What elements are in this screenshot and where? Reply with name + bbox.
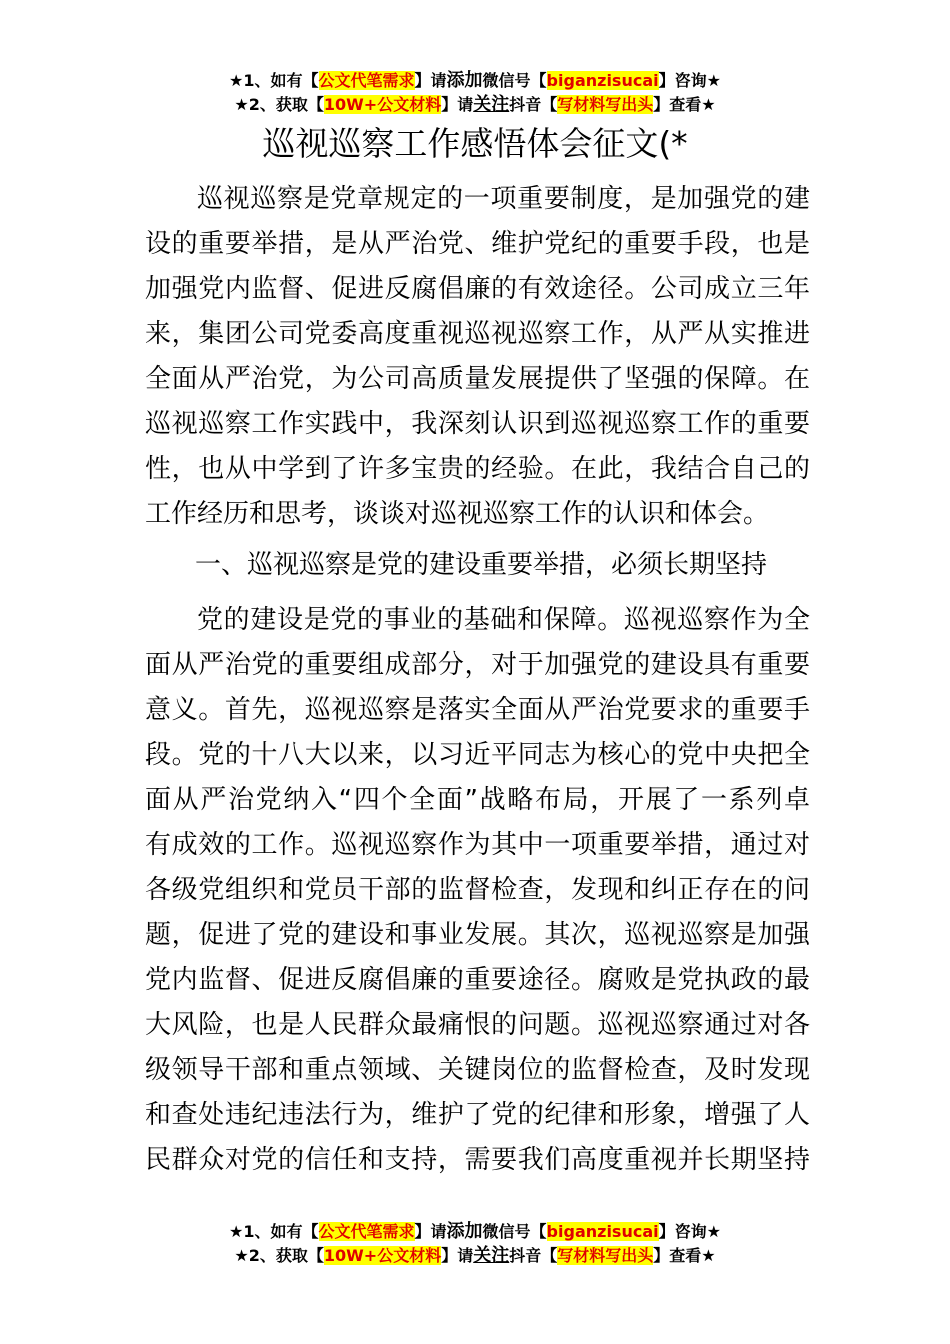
promo-highlight-materials: 10W+公文材料 [323, 1246, 442, 1265]
paragraph-line: 面从严治党的重要组成部分，对于加强党的建设具有重要 [145, 650, 810, 680]
paragraph-line: 大风险，也是人民群众最痛恨的问题。巡视巡察通过对各 [145, 1010, 810, 1040]
paragraph-line: 党的建设是党的事业的基础和保障。巡视巡察作为全 [197, 605, 810, 635]
paragraph-line: 有成效的工作。巡视巡察作为其中一项重要举措，通过对 [145, 830, 810, 860]
paragraph-line: 段。党的十八大以来，以习近平同志为核心的党中央把全 [145, 740, 810, 770]
promo-text: 】请 [441, 1246, 474, 1265]
paragraph-line: 题，促进了党的建设和事业发展。其次，巡视巡察是加强 [145, 920, 810, 950]
promo-highlight-materials: 10W+公文材料 [323, 95, 442, 114]
promo-emphasis: 添加 [446, 1221, 483, 1242]
paragraph-line: 性，也从中学到了许多宝贵的经验。在此，我结合自己的 [145, 454, 810, 484]
promo-highlight-douyin: 写材料写出头 [557, 95, 654, 114]
paragraph-line: 来，集团公司党委高度重视巡视巡察工作，从严从实推进 [145, 319, 810, 349]
promo-highlight-service: 公文代笔需求 [318, 71, 415, 90]
footer-promo-line-2 [0, 1244, 950, 1268]
promo-prefix: ★2、获取【 [234, 95, 324, 114]
promo-emphasis: 关注 [473, 94, 510, 115]
header-promo-line-1 [0, 69, 950, 93]
promo-suffix: 】查看★ [653, 1246, 716, 1265]
paragraph-line: 工作经历和思考，谈谈对巡视巡察工作的认识和体会。 [145, 499, 770, 529]
promo-text: 】请 [441, 95, 474, 114]
promo-highlight-wechat: biganzisucai [546, 1222, 659, 1241]
promo-emphasis: 关注 [473, 1245, 510, 1266]
promo-suffix: 】查看★ [653, 95, 716, 114]
paragraph-line: 巡视巡察工作实践中，我深刻认识到巡视巡察工作的重要 [145, 409, 810, 439]
paragraph-line: 面从严治党纳入“四个全面”战略布局，开展了一系列卓 [145, 785, 810, 815]
promo-suffix: 】咨询★ [658, 71, 721, 90]
promo-text: 抖音【 [509, 95, 558, 114]
paragraph-1 [145, 177, 810, 537]
paragraph-2 [145, 598, 810, 1183]
paragraph-line: 和查处违纪违法行为，维护了党的纪律和形象，增强了人 [145, 1100, 810, 1130]
document-title: 巡视巡察工作感悟体会征文(* [262, 124, 688, 163]
promo-text: 微信号【 [482, 1222, 547, 1241]
promo-prefix: ★1、如有【 [229, 71, 319, 90]
section-heading: 一、巡视巡察是党的建设重要举措，必须长期坚持 [195, 550, 768, 580]
promo-highlight-wechat: biganzisucai [546, 71, 659, 90]
paragraph-line: 民群众对党的信任和支持，需要我们高度重视并长期坚持 [145, 1145, 810, 1175]
paragraph-line: 级领导干部和重点领域、关键岗位的监督检查，及时发现 [145, 1055, 810, 1085]
paragraph-line: 党内监督、促进反腐倡廉的重要途径。腐败是党执政的最 [145, 965, 810, 995]
promo-prefix: ★1、如有【 [229, 1222, 319, 1241]
paragraph-line: 设的重要举措，是从严治党、维护党纪的重要手段，也是 [145, 229, 810, 259]
promo-highlight-service: 公文代笔需求 [318, 1222, 415, 1241]
paragraph-line: 全面从严治党，为公司高质量发展提供了坚强的保障。在 [145, 364, 810, 394]
paragraph-line: 意义。首先，巡视巡察是落实全面从严治党要求的重要手 [145, 695, 810, 725]
promo-emphasis: 添加 [446, 70, 483, 91]
promo-prefix: ★2、获取【 [234, 1246, 324, 1265]
promo-text: 】请 [414, 1222, 447, 1241]
promo-text: 】请 [414, 71, 447, 90]
paragraph-line: 巡视巡察是党章规定的一项重要制度，是加强党的建 [197, 184, 810, 214]
promo-suffix: 】咨询★ [658, 1222, 721, 1241]
promo-text: 抖音【 [509, 1246, 558, 1265]
footer-promo-line-1 [0, 1220, 950, 1244]
header-promo-line-2 [0, 93, 950, 117]
promo-text: 微信号【 [482, 71, 547, 90]
promo-highlight-douyin: 写材料写出头 [557, 1246, 654, 1265]
paragraph-line: 各级党组织和党员干部的监督检查，发现和纠正存在的问 [145, 875, 810, 905]
paragraph-line: 加强党内监督、促进反腐倡廉的有效途径。公司成立三年 [145, 274, 810, 304]
